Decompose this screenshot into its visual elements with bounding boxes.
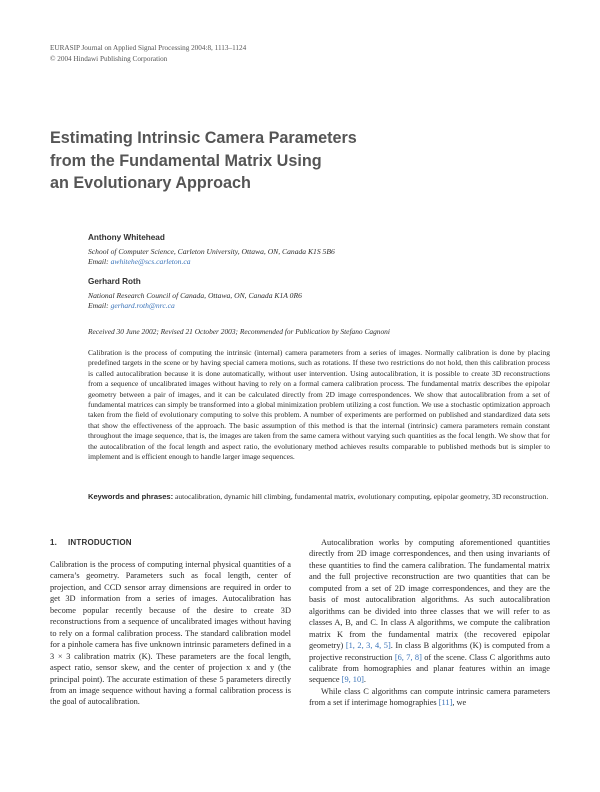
citation-link[interactable]: [6, 7, 8] (394, 652, 422, 662)
abstract: Calibration is the process of computing the intrinsic (internal) camera parameters from a series of images. Normally calibration is done by placing predefined targets in the scene or by having special camera motions, such as rotations. If these two restrictions do not hold, then this calibration process is called autocalibration because it is done automatically, without user intervention. Using autocalibration, it is possible to create 3D reconstructions from a sequence of uncalibrated images without having to rely on a formal camera calibration process. The fundamental matrix describes the epipolar geometry between a pair of images, and it can be calculated directly from 2D image correspondences. We show that autocalibration from a set of fundamental matrices can simply be transformed into a global minimization problem utilizing a cost function. We use a stochastic optimization approach taken from the field of evolutionary computing to solve this problem. A number of experiments are performed on published and standardized data sets that show the effectiveness of the approach. The basic assumption of this method is that the internal (intrinsic) camera parameters remain constant throughout the image sequence, that is, the images are taken from the same camera without varying such quantities as the focal length. We show that for the autocalibration of the focal length and aspect ratio, the evolutionary method achieves results comparable to published methods but is simpler to implement and is efficient enough to handle larger image sequences. (88, 348, 550, 462)
text-run: . In class B algorithms (K) is computed from a projective reconstruction (309, 641, 550, 662)
email-label: Email: (88, 301, 109, 311)
author-block-1 (88, 233, 548, 268)
right-column (309, 537, 550, 709)
received-dates: Received 30 June 2002; Revised 21 October 2003; Recommended for Publication by Stefano Cagnoni (88, 327, 390, 336)
intro-paragraph-1: Calibration is the process of computing internal physical quantities of a camera’s geometry. Parameters such as focal length, center of projection, and CCD sensor array dimensions are required in order to get 3D information from a series of images. Autocalibration has become popular recently because of the desire to create 3D reconstructions from a sequence of uncalibrated images without having to rely on a formal calibration process. The standard calibration model for a pinhole camera has five unknown intrinsic parameters defined in a 3 × 3 calibration matrix (K). These parameters are the focal length, aspect ratio, sensor skew, and the center of projection x and y (the principal point). The accurate estimation of these 5 parameters directly from an image sequence without having a formal calibration process is the goal of autocalibration. (50, 560, 291, 707)
text-run: Autocalibration works by computing aforementioned quantities directly from 2D image correspondences, and then using invariants of these quantities to find the camera calibration. The fundamental matrix and the full projective reconstruction are two quantities that can be computed from a set of 2D image correspondences, and they are the basis of most autocalibration algorithms. As such autocalibration algorithms can be divided into three classes that we will refer to as classes A, B, and C. In class A algorithms, we compute the calibration matrix K from the fundamental matrix (the recovered epipolar geometry) (309, 538, 550, 651)
keywords-label: Keywords and phrases: (88, 492, 174, 501)
title-line-1: Estimating Intrinsic Camera Parameters (50, 129, 357, 147)
copyright-notice: © 2004 Hindawi Publishing Corporation (50, 54, 168, 63)
text-run: , we (452, 698, 467, 708)
author-block-2 (88, 277, 548, 312)
left-column (50, 559, 291, 708)
author-email-line (88, 257, 548, 268)
journal-header (50, 43, 246, 64)
author-affiliation: National Research Council of Canada, Ottawa, ON, Canada K1A 0R6 (88, 290, 302, 300)
journal-citation: EURASIP Journal on Applied Signal Processing 2004:8, 1113–1124 (50, 44, 247, 52)
text-run: . (363, 675, 367, 685)
author-email-link[interactable]: awhitehe@scs.carleton.ca (110, 257, 191, 267)
author-name: Anthony Whitehead (88, 233, 165, 242)
email-label: Email: (88, 257, 109, 267)
keywords (88, 492, 550, 502)
paper-title (50, 127, 470, 195)
author-affiliation: School of Computer Science, Carleton University, Ottawa, ON, Canada K1S 5B6 (88, 246, 335, 256)
text-run: of the scene. Class C algorithms auto calibrate from homographies and planar features within an image sequence (309, 652, 551, 685)
author-email-link[interactable]: gerhard.roth@nrc.ca (110, 301, 175, 311)
keywords-text: autocalibration, dynamic hill climbing, fundamental matrix, evolutionary computing, epipolar geometry, 3D reconstruction. (175, 492, 549, 501)
citation-link[interactable]: [9, 10] (341, 675, 364, 685)
intro-paragraph-3 (309, 686, 550, 709)
citation-link[interactable]: [11] (438, 698, 453, 708)
author-name: Gerhard Roth (88, 277, 141, 286)
author-email-line (88, 301, 548, 312)
section-heading-introduction (50, 538, 132, 547)
section-number: 1. (50, 538, 58, 547)
title-line-2: from the Fundamental Matrix Using (50, 151, 322, 170)
intro-paragraph-2 (309, 537, 550, 686)
text-run: While class C algorithms can compute intrinsic camera parameters from a set if interimage homographies (309, 686, 550, 708)
section-title: INTRODUCTION (68, 538, 132, 547)
citation-link[interactable]: [1, 2, 3, 4, 5] (345, 641, 391, 651)
title-line-3: an Evolutionary Approach (50, 174, 251, 192)
